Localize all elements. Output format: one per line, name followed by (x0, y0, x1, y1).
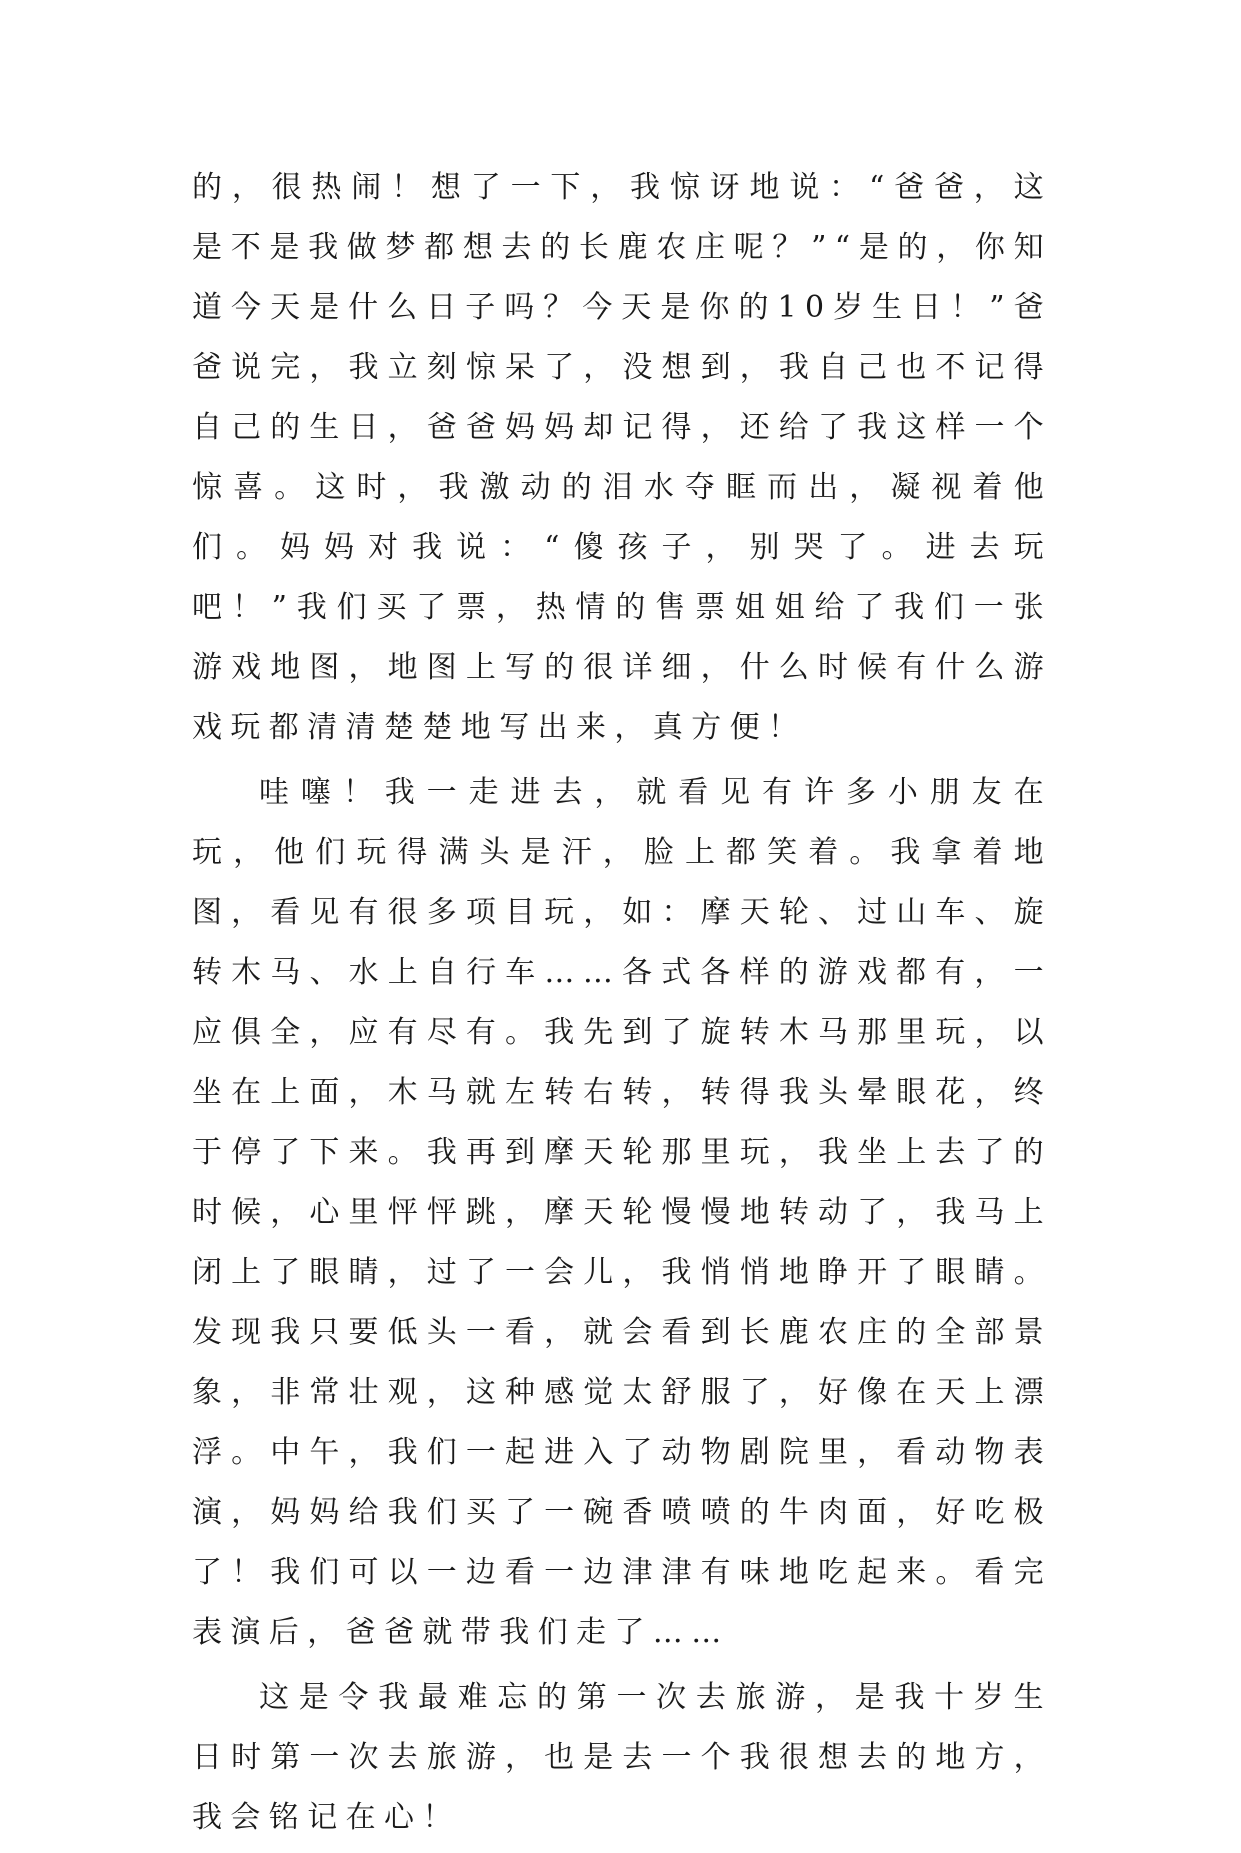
paragraph-1: 的，很热闹！想了一下，我惊讶地说：“爸爸，这是不是我做梦都想去的长鹿农庄呢？”“是的，你知道今天是什么日子吗？今天是你的10岁生日！”爸爸说完，我立刻惊呆了，没想到，我自己也不记得自己的生日，爸爸妈妈却记得，还给了我这样一个惊喜。这时，我激动的泪水夺眶而出，凝视着他们。妈妈对我说：“傻孩子，别哭了。进去玩吧！”我们买了票，热情的售票姐姐给了我们一张游戏地图，地图上写的很详细，什么时候有什么游戏玩都清清楚楚地写出来，真方便！ (192, 170, 1052, 745)
paragraph-3: 这是令我最难忘的第一次去旅游，是我十岁生日时第一次去旅游，也是去一个我很想去的地方，我会铭记在心！ (192, 1680, 1052, 1835)
paragraph-2: 哇噻！我一走进去，就看见有许多小朋友在玩，他们玩得满头是汗，脸上都笑着。我拿着地图，看见有很多项目玩，如：摩天轮、过山车、旋转木马、水上自行车……各式各样的游戏都有，一应俱全，应有尽有。我先到了旋转木马那里玩，以坐在上面，木马就左转右转，转得我头晕眼花，终于停了下来。我再到摩天轮那里玩，我坐上去了的时候，心里怦怦跳，摩天轮慢慢地转动了，我马上闭上了眼睛，过了一会儿，我悄悄地睁开了眼睛。发现我只要低头一看，就会看到长鹿农庄的全部景象，非常壮观，这种感觉太舒服了，好像在天上漂浮。中午，我们一起进入了动物剧院里，看动物表演，妈妈给我们买了一碗香喷喷的牛肉面，好吃极了！我们可以一边看一边津津有味地吃起来。看完表演后，爸爸就带我们走了…… (192, 775, 1052, 1650)
document-page (192, 158, 1052, 1853)
